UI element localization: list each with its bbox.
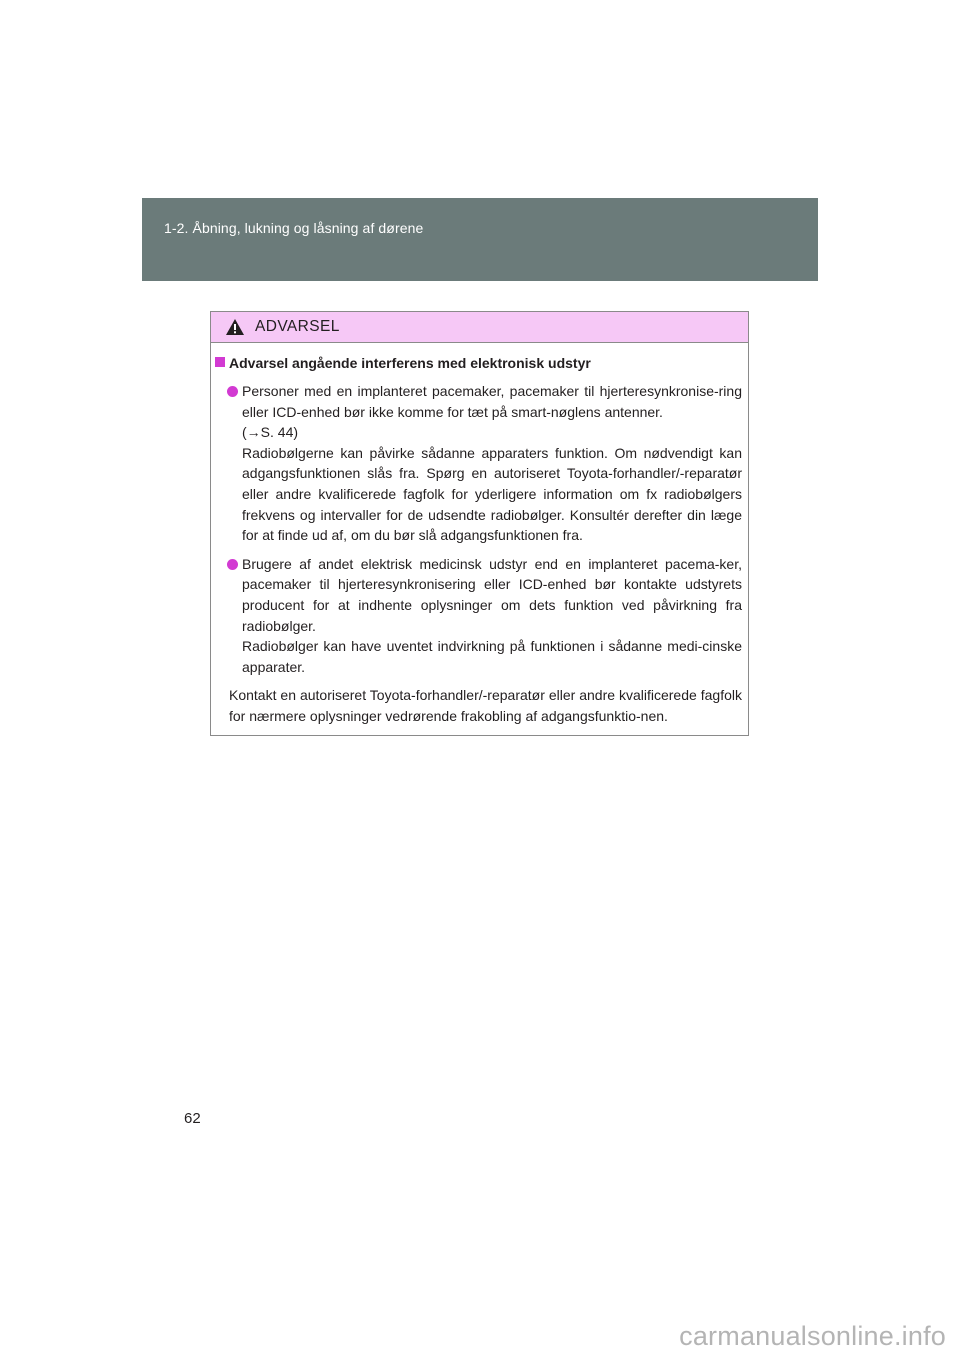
warning-header bbox=[211, 312, 748, 343]
circle-bullet-icon bbox=[227, 386, 238, 397]
bullet-paragraph: Radiobølgerne kan påvirke sådanne apparaters funktion. Om nødvendigt kan adgangsfunktionen slås fra. Spørg en autoriseret Toyota-forhandler/-reparatør eller andre kvalificerede fagfolk for yderligere information om fx radiobølgers frekvens og intervaller for de udsendte radiobølger. Konsultér derefter din læge for at finde ud af, om du bør slå adgangsfunktionen fra. bbox=[242, 444, 742, 544]
warning-triangle-icon bbox=[225, 318, 245, 336]
section-title: 1-2. Åbning, lukning og låsning af dørene bbox=[164, 220, 424, 236]
square-bullet-icon bbox=[215, 357, 225, 367]
warning-subheading bbox=[215, 353, 742, 373]
page-number: 62 bbox=[184, 1110, 201, 1127]
warning-subheading-text: Advarsel angående interferens med elektronisk udstyr bbox=[229, 355, 591, 371]
bullet-item bbox=[227, 381, 742, 546]
warning-body bbox=[211, 343, 748, 727]
closing-note: Kontakt en autoriseret Toyota-forhandler/-reparatør eller andre kvalificerede fagfolk for nærmere oplysninger vedrørende frakobling af adgangsfunktio-nen. bbox=[229, 687, 742, 724]
watermark: carmanualsonline.info bbox=[679, 1321, 946, 1351]
bullet-paragraph: Personer med en implanteret pacemaker, pacemaker til hjerteresynkronise-ring eller ICD-enhed bør ikke komme for tæt på smart-nøglens antenner. bbox=[242, 383, 742, 420]
bullet-paragraph: Brugere af andet elektrisk medicinsk udstyr end en implanteret pacema-ker, pacemaker til hjerteresynkronisering eller ICD-enhed bør kontakte udstyrets producent for at indhente oplysninger om dets funktion ved påvirkning fra radiobølger. bbox=[242, 555, 742, 634]
warning-title: ADVARSEL bbox=[255, 318, 340, 335]
bullet-item bbox=[227, 554, 742, 678]
page-reference: (→S. 44) bbox=[242, 424, 299, 441]
warning-box bbox=[210, 311, 749, 736]
bullet-paragraph: Radiobølger kan have uventet indvirkning på funktionen i sådanne medi-cinske apparater. bbox=[242, 638, 742, 675]
section-header-band bbox=[142, 198, 818, 281]
circle-bullet-icon bbox=[227, 559, 238, 570]
